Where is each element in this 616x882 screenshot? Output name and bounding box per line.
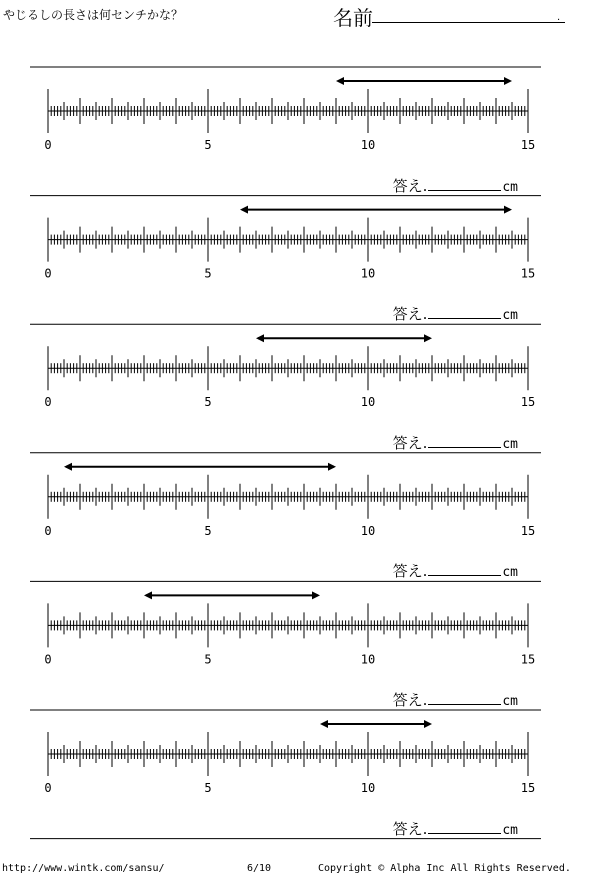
ruler-label: 10 <box>360 395 376 410</box>
ruler-label: 15 <box>520 652 536 667</box>
answer-line <box>393 303 518 324</box>
answer-label: 答え. <box>392 691 428 709</box>
answer-blank[interactable] <box>428 189 501 191</box>
ruler-label: 0 <box>44 523 52 538</box>
footer-url[interactable]: http://www.wintk.com/sansu/ <box>2 863 165 874</box>
answer-label: 答え. <box>392 305 428 324</box>
ruler-label: 10 <box>360 138 376 152</box>
answer-line <box>393 560 518 581</box>
answer-unit: cm <box>502 565 518 581</box>
answer-label: 答え. <box>392 562 428 581</box>
ruler-label: 10 <box>360 781 376 795</box>
ruler-label: 5 <box>204 781 212 795</box>
answer-unit: cm <box>502 308 518 324</box>
ruler-label: 15 <box>520 781 536 795</box>
answer-line <box>393 689 518 710</box>
ruler-label: 15 <box>520 266 536 281</box>
answer-unit: cm <box>502 179 518 195</box>
answer-unit: cm <box>502 436 518 452</box>
ruler-label: 5 <box>204 138 212 152</box>
answer-blank[interactable] <box>428 574 501 576</box>
page-number: 6/10 <box>247 863 272 874</box>
answer-blank[interactable] <box>428 446 501 448</box>
arrow-head-left <box>256 334 264 342</box>
answer-line <box>393 175 518 196</box>
arrow-head-right <box>424 720 432 728</box>
arrow-head-left <box>64 463 72 471</box>
ruler-label: 5 <box>204 652 212 667</box>
arrow-head-right <box>504 206 512 214</box>
arrow-head-right <box>504 77 512 85</box>
arrow-head-left <box>336 77 344 85</box>
ruler-label: 0 <box>44 138 52 152</box>
answer-label: 答え. <box>392 819 428 838</box>
name-dot: . <box>557 12 561 23</box>
ruler-label: 10 <box>360 523 376 538</box>
ruler-label: 15 <box>520 523 536 538</box>
ruler-label: 5 <box>204 395 212 410</box>
ruler-label: 15 <box>520 138 536 152</box>
ruler-label: 0 <box>44 652 52 667</box>
answer-label: 答え. <box>392 176 428 195</box>
arrow-head-right <box>312 591 320 599</box>
copyright: Copyright © Alpha Inc All Rights Reserved. <box>318 863 571 874</box>
arrow-head-right <box>424 334 432 342</box>
ruler-label: 0 <box>44 266 52 281</box>
answer-blank[interactable] <box>428 832 501 834</box>
arrow-head-left <box>144 591 152 599</box>
ruler-label: 0 <box>44 395 52 410</box>
arrow-head-right <box>328 463 336 471</box>
answer-unit: cm <box>502 822 518 838</box>
worksheet-title: やじるしの長さは何センチかな？ <box>3 8 184 22</box>
answer-label: 答え. <box>392 433 428 452</box>
answer-blank[interactable] <box>428 317 501 319</box>
ruler-label: 0 <box>44 781 52 795</box>
name-label: 名前 <box>333 6 373 30</box>
answer-blank[interactable] <box>428 703 501 705</box>
answer-line <box>393 818 518 839</box>
ruler-label: 15 <box>520 395 536 410</box>
ruler-label: 5 <box>204 266 212 281</box>
ruler-label: 10 <box>360 266 376 281</box>
answer-unit: cm <box>502 694 518 709</box>
ruler-label: 10 <box>360 652 376 667</box>
arrow-head-left <box>240 206 248 214</box>
answer-line <box>393 432 518 453</box>
arrow-head-left <box>320 720 328 728</box>
ruler-label: 5 <box>204 523 212 538</box>
